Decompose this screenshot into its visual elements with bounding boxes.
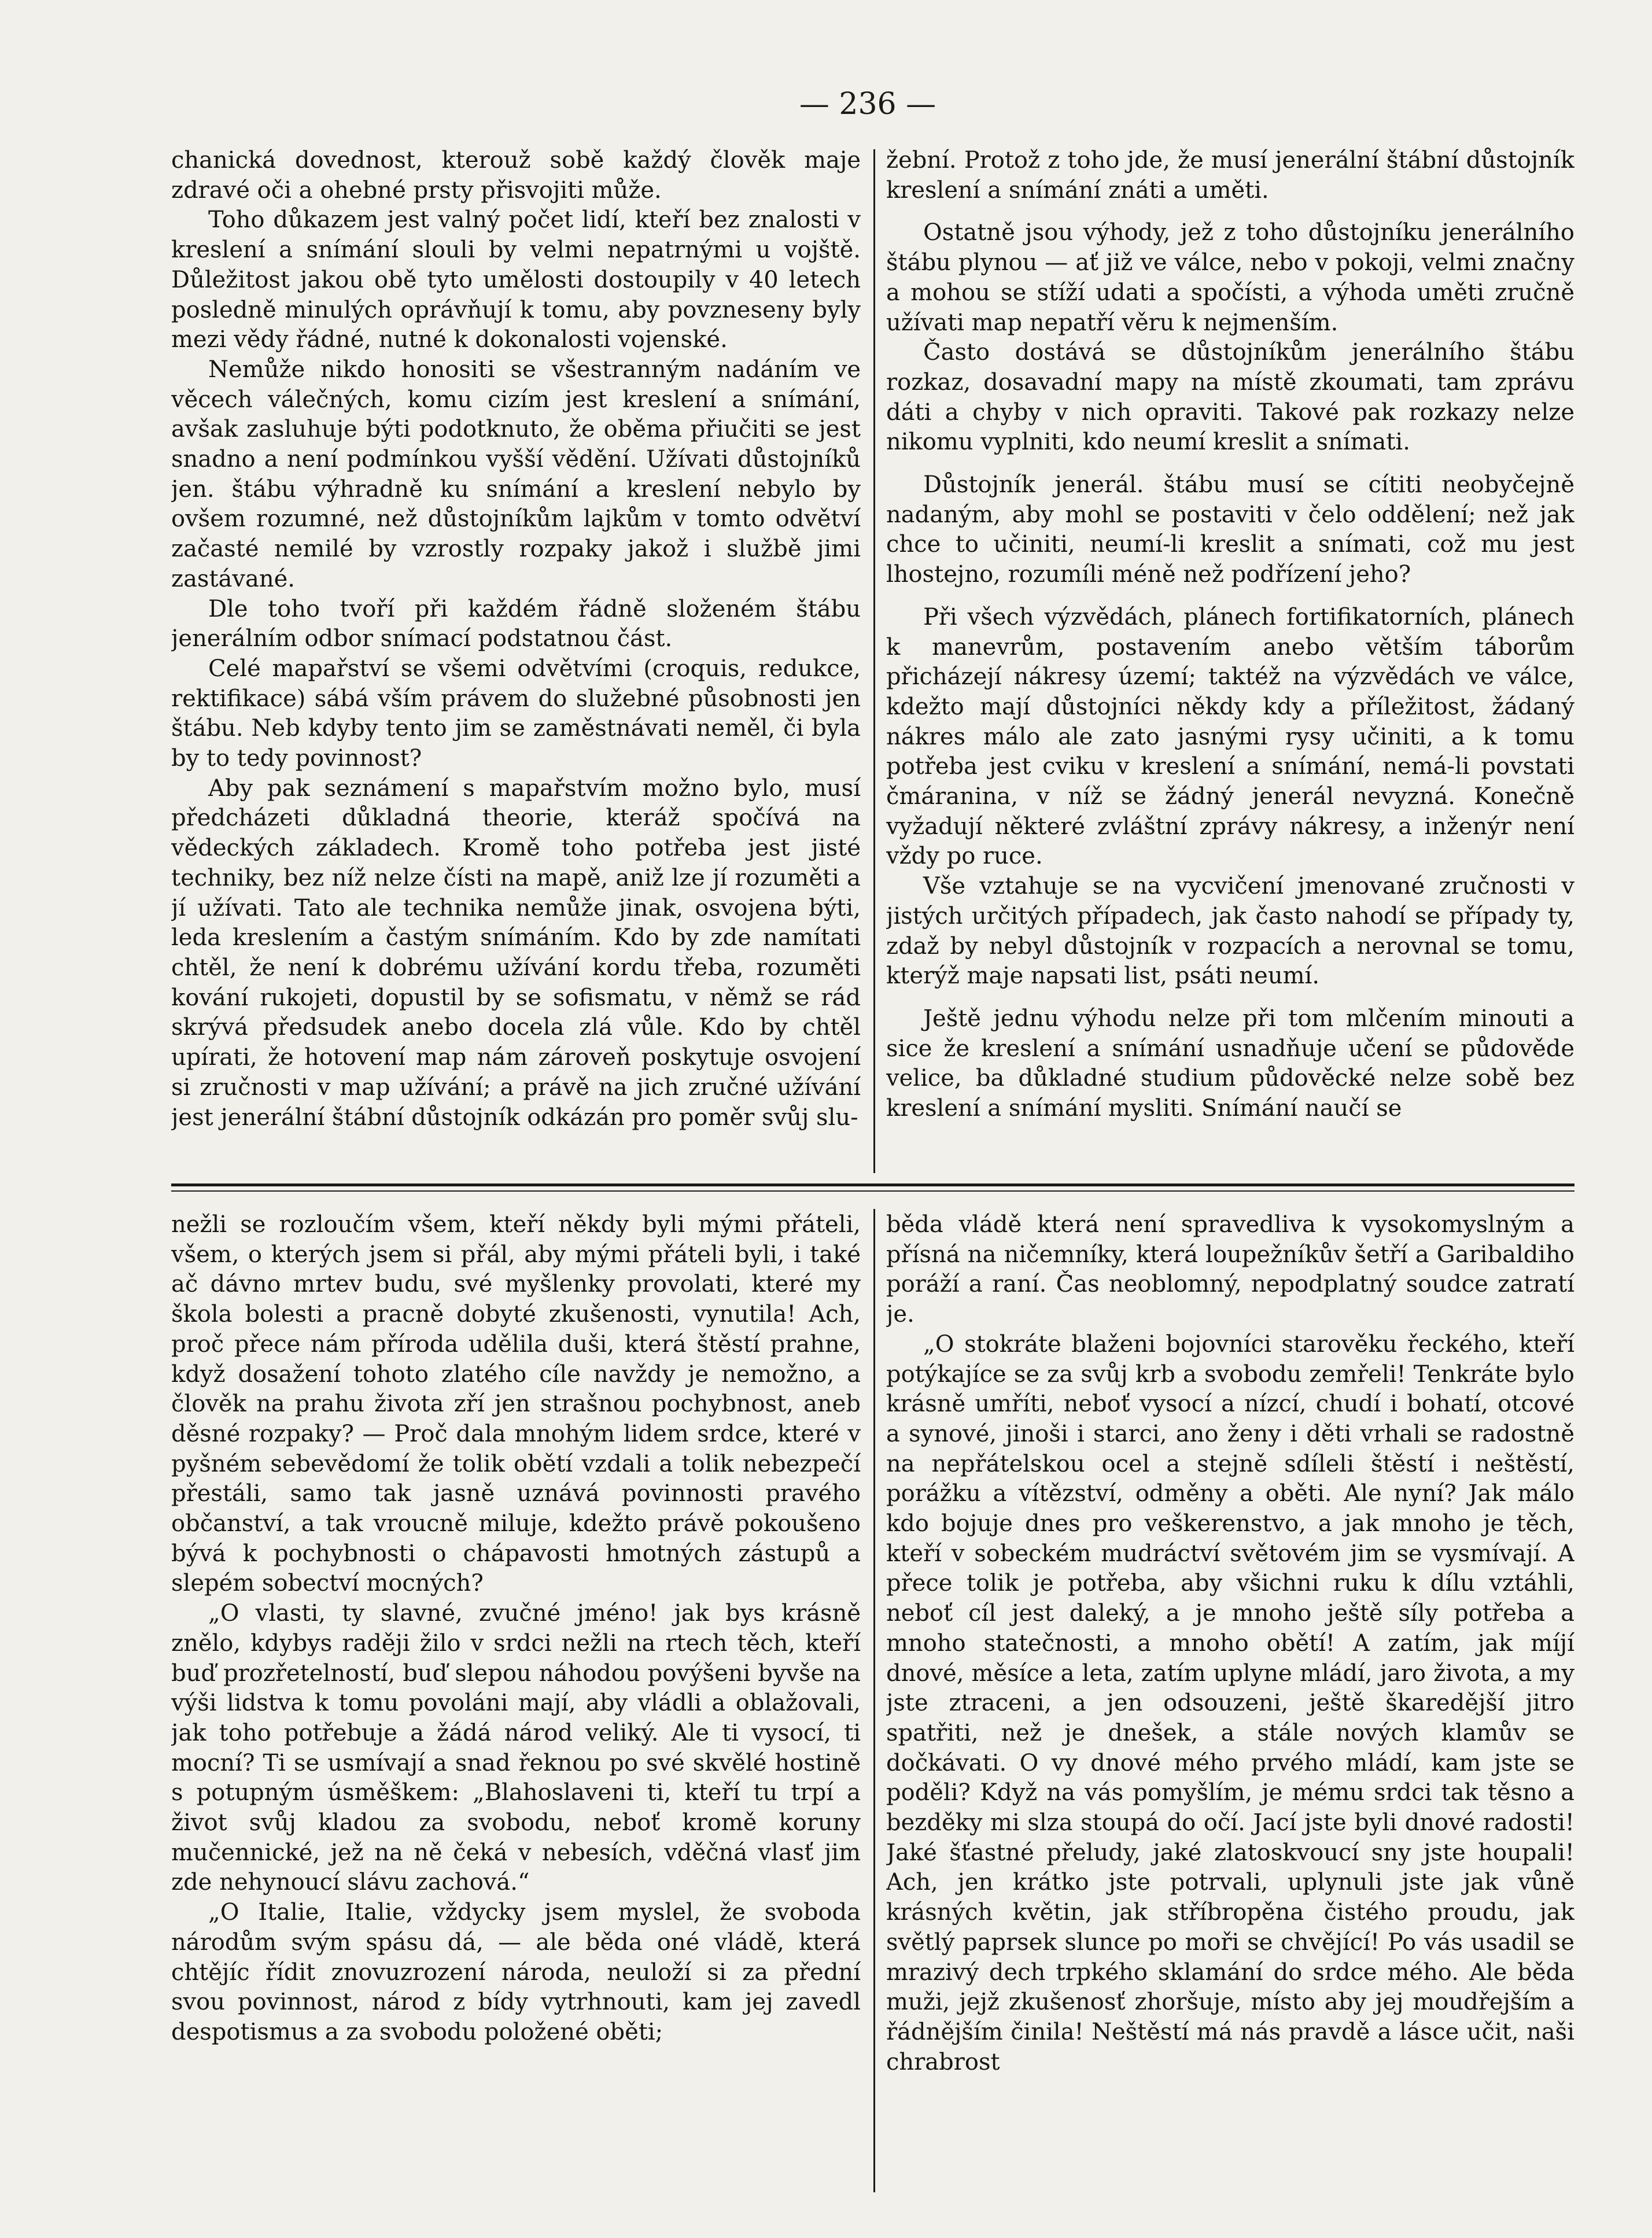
paragraph: Nemůže nikdo honositi se všestranným nadáním ve věcech válečných, komu cizím jest kreslení a snímání, avšak zasluhuje býti podotknuto, že oběma přiučiti se jest snadno a není podmínkou vyšší vědění. Užívati důstojníků jen. štábu výhradně ku snímání a kreslení nebylo by ovšem rozumné, než důstojníkům lajkům v tomto odvětví začasté nemilé by vzrostly rozpaky jakož i službě jimi zastávané. [171, 356, 861, 592]
column-divider-upper [873, 149, 875, 1173]
paragraph: Ostatně jsou výhody, jež z toho důstojníku jenerálního štábu plynou — ať již ve válce, nebo v pokoji, velmi značny a mohou se stíží udati a spočísti, a výhoda uměti zručně užívati map nepatří věru k nejmenším. [886, 219, 1574, 336]
paragraph: Ještě jednu výhodu nelze při tom mlčením minouti a sice že kreslení a snímání usnadňuje učení se půdověde velice, ba důkladné studium půdověcké nelze sobě bez kreslení a snímání mysliti. Snímání naučí se [886, 1005, 1574, 1122]
article-upper-right-column [886, 146, 1574, 1173]
feuilleton-lower-right-column [886, 1210, 1574, 2193]
paragraph: nežli se rozloučím všem, kteří někdy byli mými přáteli, všem, o kterých jsem si přál, aby mými přáteli byli, i také ač dávno mrtev budu, své myšlenky provolati, které my škola bolesti a pracně dobyté zkušenosti, vynutila! Ach, proč přece nám příroda udělila duši, která štěstí prahne, když dosažení tohoto zlatého cíle navždy je nemožno, a člověk na prahu života zří jen strašnou pochybnost, aneb děsné rozpaky? — Proč dala mnohým lidem srdce, které v pyšném sebevědomí že tolik obětí vzdali a tolik nebezpečí přestáli, samo tak jasně uznává povinnosti pravého občanství, a tak vroucně miluje, kdežto právě pokoušeno bývá k pochybnosti o chápavosti hmotných zástupů a slepém sobectví mocných? [171, 1211, 861, 1597]
feuilleton-lower-left-column [171, 1210, 861, 2193]
paragraph: Celé mapařství se všemi odvětvími (croquis, redukce, rektifikace) sábá vším právem do služebné působnosti jen štábu. Neb kdyby tento jim se zaměstnávati neměl, či byla by to tedy povinnost? [171, 655, 861, 772]
paragraph: běda vládě která není spravedliva k vysokomyslným a přísná na ničemníky, která loupežníkův šetří a Garibaldiho poráží a raní. Čas neoblomný, nepodplatný soudce zatratí je. [886, 1211, 1574, 1328]
paragraph: Toho důkazem jest valný počet lidí, kteří bez znalosti v kreslení a snímání slouli by velmi nepatrnými u vojště. Důležitost jakou obě tyto umělosti dostoupily v 40 letech posledně minulých oprávňují k tomu, aby povzneseny byly mezi vědy řádné, nutné k dokonalosti vojenské. [171, 207, 861, 353]
paragraph: „O vlasti, ty slavné, zvučné jméno! jak bys krásně znělo, kdybys raději žilo v srdci nežli na rtech těch, kteří buď prozřetelností, buď slepou náhodou povýšeni byvše na výši lidstva k tomu povoláni mají, aby vládli a oblažovali, jak toho potřebuje a žádá národ veliký. Ale ti vysocí, ti mocní? Ti se usmívají a snad řeknou po své skvělé hostině s potupným úsměškem: „Blahoslaveni ti, kteří tu trpí a život svůj kladou za svobodu, neboť kromě koruny mučennické, jež na ně čeká v nebesích, vděčná vlasť jim zde nehynoucí slávu zachová.“ [171, 1600, 861, 1896]
paragraph: Vše vztahuje se na vycvičení jmenované zručnosti v jistých určitých případech, jak často nahodí se případy ty, zdaž by nebyl důstojník v rozpacích a nerovnal se tomu, kterýž maje napsati list, psáti neumí. [886, 873, 1574, 990]
page-number: — 236 — [799, 87, 936, 121]
paragraph: Dle toho tvoří při každém řádně složeném štábu jenerálním odbor snímací podstatnou část. [171, 595, 861, 652]
section-divider-thin [171, 1190, 1574, 1192]
paragraph: žební. Protož z toho jde, že musí jenerální štábní důstojník kreslení a snímání znáti a uměti. [886, 147, 1574, 204]
article-upper-left-column [171, 146, 861, 1173]
paragraph: „O stokráte blaženi bojovníci starověku řeckého, kteří potýkajíce se za svůj krb a svobodu zemřeli! Tenkráte bylo krásně umříti, neboť vysocí a nízcí, chudí i bohatí, otcové a synové, jinoši i starci, ano ženy i děti vrhali se radostně na nepřátelskou ocel a stejně sdíleli štěstí i neštěstí, porážku a vítězství, odměny a oběti. Ale nyní? Jak málo kdo bojuje dnes pro veškerenstvo, a jak mnoho je těch, kteří v sobeckém mudráctví světovém jim se vysmívají. A přece tolik je potřeba, aby všichni ruku k dílu vztáhli, neboť cíl jest daleký, a je mnoho ještě síly potřeba a mnoho statečnosti, a mnoho obětí! A zatím, jak míjí dnové, měsíce a leta, zatím uplyne mládí, jaro života, a my jste ztraceni, a jen odsouzeni, ještě škaredější jitro spatřiti, než je dnešek, a stále nových klamův se dočkávati. O vy dnové mého prvého mládí, kam jste se poděli? Když na vás pomyšlím, je mému srdci tak těsno a bezděky mi slza stoupá do očí. Jací jste byli dnové radosti! Jaké šťastné přeludy, jaké zlatoskvoucí sny jste houpali! Ach, jen krátko jste potrvali, uplynuli jste jak vůně krásných květin, jak stříbropěna čistého proudu, jak světlý paprsek slunce po moři se chvějící! Po vás usadil se mrazivý dech trpkého sklamání do srdce mého. Ale běda muži, jejž zkušenosť zhoršuje, místo aby jej moudřejším a řádnějším činila! Neštěstí má nás pravdě a lásce učit, naši chrabrost [886, 1330, 1574, 2075]
column-divider-lower [873, 1209, 875, 2192]
paragraph: Často dostává se důstojníkům jenerálního štábu rozkaz, dosavadní mapy na místě zkoumati, tam zprávu dáti a chyby v nich opraviti. Takové pak rozkazy nelze nikomu vyplniti, kdo neumí kreslit a snímati. [886, 339, 1574, 456]
section-divider [171, 1183, 1574, 1186]
paragraph: Aby pak seznámení s mapařstvím možno bylo, musí předcházeti důkladná theorie, kteráž spočívá na vědeckých základech. Kromě toho potřeba jest jisté techniky, bez níž nelze čísti na mapě, aniž lze jí rozuměti a jí užívati. Tato ale technika nemůže jinak, osvojena býti, leda kreslením a častým snímáním. Kdo by zde namítati chtěl, že není k dobrému užívání kordu třeba, rozuměti kování rukojeti, dopustil by se sofismatu, v němž se rád skrývá předsudek anebo docela zlá vůle. Kdo by chtěl upírati, že hotovení map nám zároveň poskytuje osvojení si zručnosti v map užívání; a právě na jich zručné užívání jest jenerální štábní důstojník odkázán pro poměr svůj slu- [171, 775, 861, 1131]
paragraph: Důstojník jenerál. štábu musí se cítiti neobyčejně nadaným, aby mohl se postaviti v čelo oddělení; než jak chce to učiniti, neumí-li kreslit a snímati, což mu jest lhostejno, rozumíli méně než podřízení jeho? [886, 471, 1574, 588]
paragraph: chanická dovednost, kterouž sobě každý člověk maje zdravé oči a ohebné prsty přisvojiti může. [171, 147, 861, 204]
paragraph: Při všech výzvědách, plánech fortifikatorních, plánech k manevrům, postavením anebo větším táborům přicházejí nákresy území; taktéž na výzvědách ve válce, kdežto mají důstojníci někdy kdy a příležitost, žádaný nákres málo ale zato jasnými rysy učiniti, a k tomu potřeba jest cviku v kreslení a snímání, nemá-li povstati čmáranina, v níž se žádný jenerál nevyzná. Konečně vyžadují některé zvláštní zprávy nákresy, a inženýr není vždy po ruce. [886, 603, 1574, 870]
paragraph: „O Italie, Italie, vždycky jsem myslel, že svoboda národům svým spásu dá, — ale běda oné vládě, která chtějíc řídit znovuzrození národa, neuloží si za přední svou povinnost, národ z bídy vytrhnouti, kam jej zavedl despotismus a za svobodu položené oběti; [171, 1899, 861, 2045]
